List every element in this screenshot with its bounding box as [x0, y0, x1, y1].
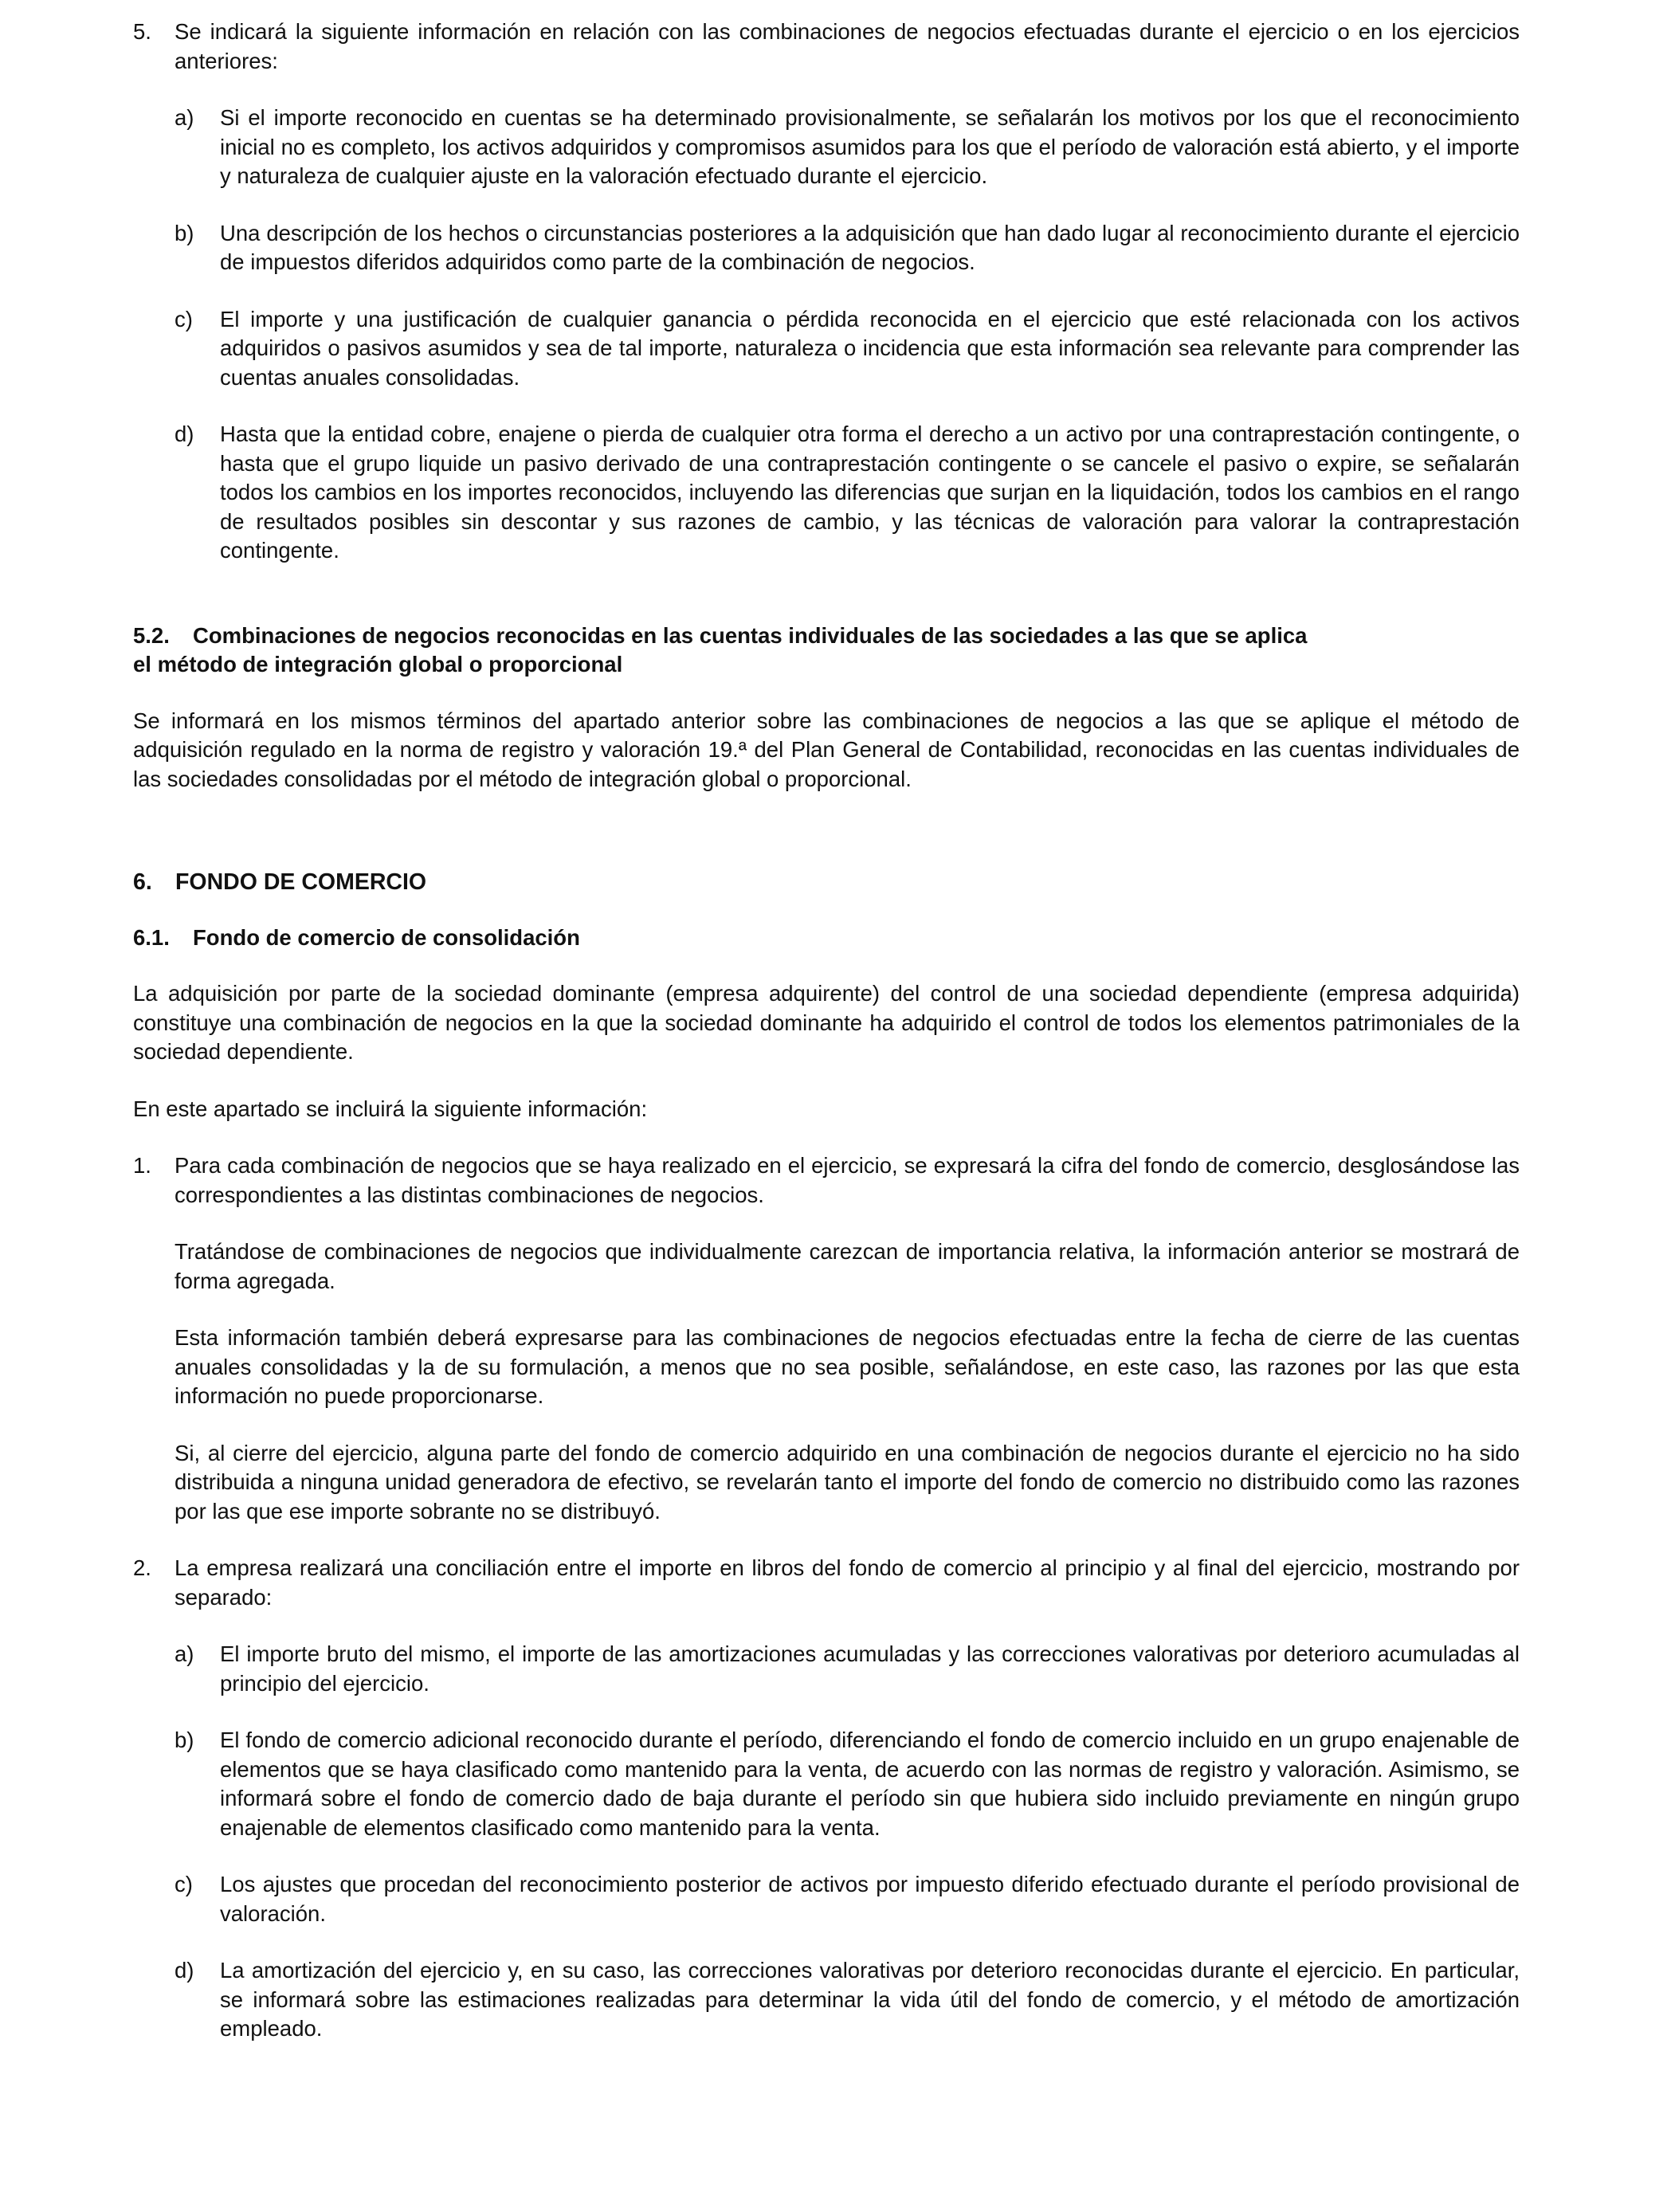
list-item-5	[133, 18, 1520, 76]
sub-item-2a	[175, 1640, 1520, 1698]
list-item-1	[133, 1151, 1520, 1526]
sub-item-2c	[175, 1870, 1520, 1928]
sub-item-text: Si el importe reconocido en cuentas se ha determinado provisionalmente, se señalarán los motivos por los que el reconocimiento inicial no es completo, los activos adquiridos y compromisos asumidos para los que el período de valoración está abierto, y el importe y naturaleza de cualquier ajuste en la valoración efectuado durante el ejercicio.	[220, 105, 1520, 188]
section-number: 5.2.	[133, 622, 170, 648]
list-number: 5.	[133, 19, 151, 44]
sub-item-label: c)	[175, 306, 193, 331]
sub-item-label: a)	[175, 1641, 194, 1666]
list-item-paragraph: Si, al cierre del ejercicio, alguna parte del fondo de comercio adquirido en una combinación de negocios durante el ejercicio no ha sido distribuida a ninguna unidad generadora de efectivo, se revelarán tanto el importe del fondo de comercio no distribuido como las razones por las que ese importe sobrante no se distribuyó.	[175, 1440, 1520, 1524]
sub-item-text: El importe y una justificación de cualquier ganancia o pérdida reconocida en el ejercicio que esté relacionada con los activos adquiridos o pasivos asumidos y sea de tal importe, naturaleza o incidencia que esta información sea relevante para comprender las cuentas anuales consolidadas.	[220, 306, 1520, 390]
sub-item-label: b)	[175, 220, 194, 245]
sub-item-label: a)	[175, 105, 194, 130]
sub-item-2b	[175, 1726, 1520, 1842]
sub-item-2d	[175, 1956, 1520, 2044]
section-title-line-1: Combinaciones de negocios reconocidas en las cuentas individuales de las sociedades a las que se aplica	[193, 622, 1308, 648]
sub-item-5a	[175, 104, 1520, 191]
section-number: 6.1.	[133, 924, 170, 950]
list-item-paragraph: Esta información también deberá expresarse para las combinaciones de negocios efectuadas entre la fecha de cierre de las cuentas anuales consolidadas y la de su formulación, a menos que no sea posible, señalándose, en este caso, las razones por las que esta información no puede proporcionarse.	[175, 1325, 1520, 1408]
section-5-2-heading	[133, 622, 1520, 680]
sub-item-text: El importe bruto del mismo, el importe de las amortizaciones acumuladas y las correcciones valorativas por deterioro acumuladas al principio del ejercicio.	[220, 1641, 1520, 1696]
list-number: 1.	[133, 1153, 151, 1178]
list-item-2	[133, 1554, 1520, 1612]
sub-item-text: La amortización del ejercicio y, en su caso, las correcciones valorativas por deterioro reconocidas durante el ejercicio. En particular, se informará sobre las estimaciones realizadas para determinar la vida útil del fondo de comercio, y el método de amortización empleado.	[220, 1958, 1520, 2041]
section-title-line-2: el método de integración global o proporcional	[133, 652, 623, 677]
section-6-heading	[133, 868, 1520, 897]
list-item-paragraph: Para cada combinación de negocios que se haya realizado en el ejercicio, se expresará la cifra del fondo de comercio, desglosándose las correspondientes a las distintas combinaciones de negocios.	[175, 1153, 1520, 1207]
list-item-text: La empresa realizará una conciliación entre el importe en libros del fondo de comercio al principio y al final del ejercicio, mostrando por separado:	[175, 1555, 1520, 1610]
section-title: FONDO DE COMERCIO	[175, 869, 427, 895]
sub-item-5b	[175, 219, 1520, 277]
document-page	[133, 18, 1520, 2044]
sub-item-label: c)	[175, 1872, 193, 1896]
sub-item-text: El fondo de comercio adicional reconocido durante el período, diferenciando el fondo de comercio incluido en un grupo enajenable de elementos que se haya clasificado como mantenido para la venta, de acuerdo con las normas de registro y valoración. Asimismo, se informará sobre el fondo de comercio dado de baja durante el período sin que hubiera sido incluido previamente en ningún grupo enajenable de elementos clasificado como mantenido para la venta.	[220, 1728, 1520, 1840]
sub-item-label: d)	[175, 1958, 194, 1983]
sub-item-label: b)	[175, 1728, 194, 1752]
sub-item-label: d)	[175, 422, 194, 446]
sub-item-text: Los ajustes que procedan del reconocimiento posterior de activos por impuesto diferido efectuado durante el período provisional de valoración.	[220, 1872, 1520, 1926]
list-item-paragraph: Tratándose de combinaciones de negocios que individualmente carezcan de importancia relativa, la información anterior se mostrará de forma agregada.	[175, 1239, 1520, 1293]
section-5-2-paragraph: Se informará en los mismos términos del apartado anterior sobre las combinaciones de negocios a las que se aplique el método de adquisición regulado en la norma de registro y valoración 19.ª del Plan General de Contabilidad, reconocidas en las cuentas individuales de las sociedades consolidadas por el método de integración global o proporcional.	[133, 708, 1520, 791]
section-6-1-heading	[133, 924, 1520, 953]
sub-item-5c	[175, 305, 1520, 393]
sub-item-text: Hasta que la entidad cobre, enajene o pierda de cualquier otra forma el derecho a un activo por una contraprestación contingente, o hasta que el grupo liquide un pasivo derivado de una contraprestación contingente o se cancele el pasivo o expire, se señalarán todos los cambios en los importes reconocidos, incluyendo las diferencias que surjan en la liquidación, todos los cambios en el rango de resultados posibles sin descontar y sus razones de cambio, y las técnicas de valoración para valorar la contraprestación contingente.	[220, 422, 1520, 563]
list-item-text: Se indicará la siguiente información en relación con las combinaciones de negocios efectuadas durante el ejercicio o en los ejercicios anteriores:	[175, 19, 1520, 73]
section-title: Fondo de comercio de consolidación	[193, 924, 580, 950]
section-6-1-paragraph-1: La adquisición por parte de la sociedad dominante (empresa adquirente) del control de una sociedad dependiente (empresa adquirida) constituye una combinación de negocios en la que la sociedad dominante ha adquirido el control de todos los elementos patrimoniales de la sociedad dependiente.	[133, 981, 1520, 1064]
sub-item-text: Una descripción de los hechos o circunstancias posteriores a la adquisición que han dado lugar al reconocimiento durante el ejercicio de impuestos diferidos adquiridos como parte de la combinación de negocios.	[220, 220, 1520, 274]
section-6-1-paragraph-2: En este apartado se incluirá la siguiente información:	[133, 1096, 648, 1121]
list-number: 2.	[133, 1555, 151, 1580]
section-number: 6.	[133, 869, 152, 895]
sub-item-5d	[175, 420, 1520, 566]
